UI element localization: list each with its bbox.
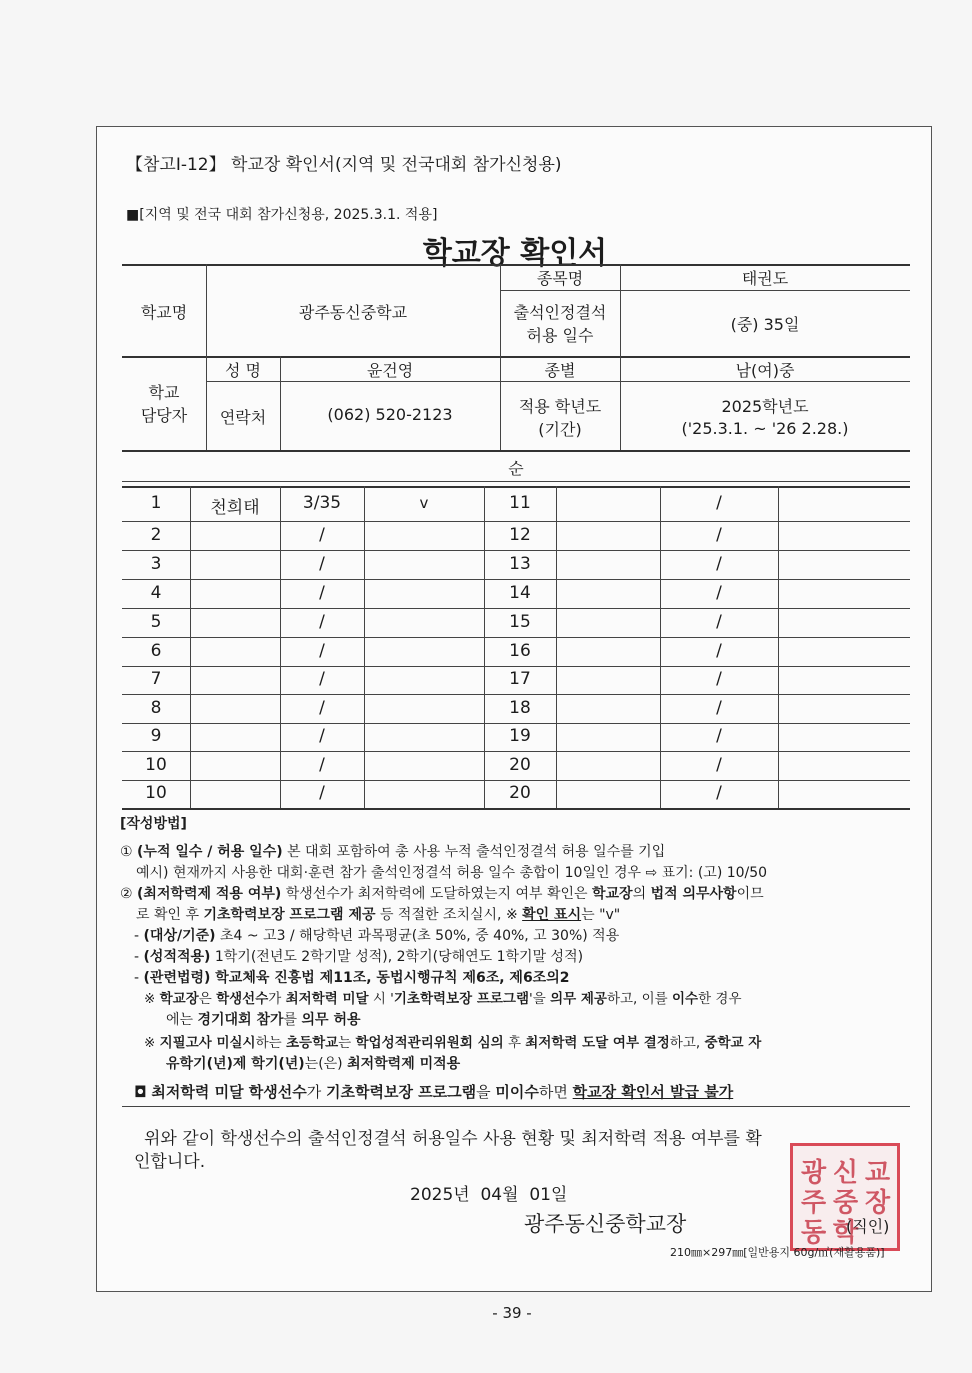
manager-label-1: 학교	[148, 383, 180, 402]
table-cell-no: 6	[150, 640, 162, 661]
table-cell-days: /	[319, 754, 325, 775]
method-line-6: - (성적적용) 1학기(전년도 2학기말 성적), 2학기(당해연도 1학기말 성적)	[134, 949, 584, 965]
table-cell-no: 1	[150, 492, 162, 513]
method-line-5: - (대상/기준) 초4 ~ 고3 / 해당학년 과목평균(초 50%, 중 40%, 고 30%) 적용	[134, 928, 620, 944]
table-cell-no: 13	[509, 553, 531, 574]
table-cell-days: /	[319, 783, 325, 803]
contact-label: 연락처	[219, 408, 267, 427]
table-cell-no: 4	[150, 582, 162, 603]
allowed-days-value: (중) 35일	[730, 315, 800, 334]
seal-mark: (직인)	[846, 1217, 890, 1236]
table-cell-days: /	[319, 553, 325, 574]
table-cell-days: /	[716, 492, 722, 513]
manager-label-2: 담당자	[140, 406, 188, 425]
table-cell-days: /	[319, 582, 325, 603]
table-cell-days: /	[716, 697, 722, 718]
table-cell-no: 5	[150, 611, 162, 632]
checkbox-icon: ◘	[134, 1083, 147, 1101]
name-label: 성 명	[225, 361, 261, 380]
table-cell-no: 10	[145, 754, 167, 775]
table-cell-days: /	[319, 697, 325, 718]
gender-value: 남(여)중	[735, 361, 795, 380]
table-cell-no: 20	[509, 754, 531, 775]
method-line-3: ② (최저학력제 적용 여부) 학생선수가 최저학력에 도달하였는지 여부 확인은 학교장의 법적 의무사항이므	[120, 886, 764, 902]
manager-name: 윤건영	[366, 361, 414, 380]
school-name: 광주동신중학교	[298, 303, 408, 322]
method-line-11: 유학기(년)제 학기(년)는(은) 최저학력제 미적용	[166, 1056, 461, 1072]
year-value-2: ('25.3.1. ~ '26 2.28.)	[681, 419, 849, 438]
table-cell-days: /	[319, 524, 325, 545]
method-line-10: ※ 지필고사 미실시하는 초등학교는 학업성적관리위원회 심의 후 최저학력 도달 여부 결정하고, 중학교 자	[144, 1035, 762, 1051]
table-cell-days: /	[716, 783, 722, 803]
allowed-days-label-1: 출석인정결석	[513, 303, 607, 322]
table-cell-days: /	[716, 754, 722, 775]
page-number: - 39 -	[492, 1304, 532, 1322]
confirm-line-1: 위와 같이 학생선수의 출석인정결석 허용일수 사용 현황 및 최저학력 적용 여부를 확	[144, 1129, 762, 1149]
table-cell-no: 8	[150, 697, 162, 718]
table-cell-days: /	[716, 524, 722, 545]
table-cell-no: 3	[150, 553, 162, 574]
table-cell-no: 15	[509, 611, 531, 632]
contact-value: (062) 520-2123	[327, 405, 453, 424]
table-cell-days: /	[716, 669, 722, 689]
table-cell-days: /	[319, 669, 325, 689]
confirm-date: 2025년 04월 01일	[410, 1185, 568, 1205]
table-cell-days: 3/35	[302, 492, 342, 513]
reference-title: 【참고Ⅰ-12】 학교장 확인서(지역 및 전국대회 참가신청용)	[126, 155, 562, 175]
school-seal: 광 신 교 주 중 장 동 학	[790, 1143, 900, 1251]
year-label-2: (기간)	[538, 420, 582, 439]
table-cell-no: 12	[509, 524, 531, 545]
method-line-9: 에는 경기대회 참가를 의무 허용	[166, 1012, 361, 1028]
table-cell-name: 천희태	[210, 497, 260, 518]
document-title: 학교장 확인서	[422, 236, 608, 271]
event-label: 종목명	[536, 269, 584, 288]
order-header: 순	[508, 459, 524, 478]
year-label-1: 적용 학년도	[518, 397, 602, 416]
method-line-8: ※ 학교장은 학생선수가 최저학력 미달 시 '기초학력보장 프로그램'을 의무 제공하고, 이를 이수한 경우	[144, 991, 742, 1007]
table-cell-no: 18	[509, 697, 531, 718]
method-line-2: 예시) 현재까지 사용한 대회·훈련 참가 출석인정결석 허용 일수 총합이 10일인 경우 ⇨ 표기: (고) 10/50	[136, 865, 768, 881]
table-cell-no: 19	[509, 726, 531, 746]
signer-name: 광주동신중학교장	[524, 1212, 687, 1236]
table-cell-days: /	[319, 611, 325, 632]
table-cell-no: 20	[509, 783, 531, 803]
table-cell-days: /	[716, 553, 722, 574]
table-cell-days: /	[716, 611, 722, 632]
table-cell-days: /	[319, 640, 325, 661]
table-cell-no: 10	[145, 783, 167, 803]
table-cell-no: 16	[509, 640, 531, 661]
school-label: 학교명	[140, 303, 188, 322]
method-title: [작성방법]	[120, 816, 187, 832]
event-value: 태권도	[741, 269, 789, 288]
method-line-12: ◘ 최저학력 미달 학생선수가 기초학력보장 프로그램을 미이수하면 학교장 확인서 발급 불가	[134, 1083, 734, 1101]
table-cell-no: 14	[509, 582, 531, 603]
method-line-1: ① (누적 일수 / 허용 일수) 본 대회 포함하여 총 사용 누적 출석인정결석 허용 일수를 기입	[120, 844, 666, 860]
confirm-line-2: 인합니다.	[134, 1152, 206, 1172]
table-cell-no: 9	[150, 726, 162, 746]
table-cell-no: 2	[150, 524, 162, 545]
table-cell-no: 7	[150, 669, 162, 689]
year-value-1: 2025학년도	[721, 397, 809, 416]
table-cell-days: /	[319, 726, 325, 746]
gender-label: 종별	[544, 361, 576, 380]
table-cell-days: /	[716, 640, 722, 661]
table-cell-days: /	[716, 726, 722, 746]
method-line-4: 로 확인 후 기초학력보장 프로그램 제공 등 적절한 조치실시, ※ 확인 표시는 "v"	[136, 907, 621, 923]
table-cell-no: 11	[509, 492, 531, 513]
subtitle: ■[지역 및 전국 대회 참가신청용, 2025.3.1. 적용]	[126, 207, 438, 223]
table-cell-mark: v	[419, 493, 429, 512]
method-line-7: - (관련법령) 학교체육 진흥법 제11조, 동법시행규칙 제6조, 제6조의2	[134, 970, 570, 986]
paper-spec: 210㎜×297㎜[일반용지 60g/㎡(재활용품)]	[670, 1246, 885, 1259]
allowed-days-label-2: 허용 일수	[526, 326, 594, 345]
table-cell-days: /	[716, 582, 722, 603]
table-cell-no: 17	[509, 669, 531, 689]
